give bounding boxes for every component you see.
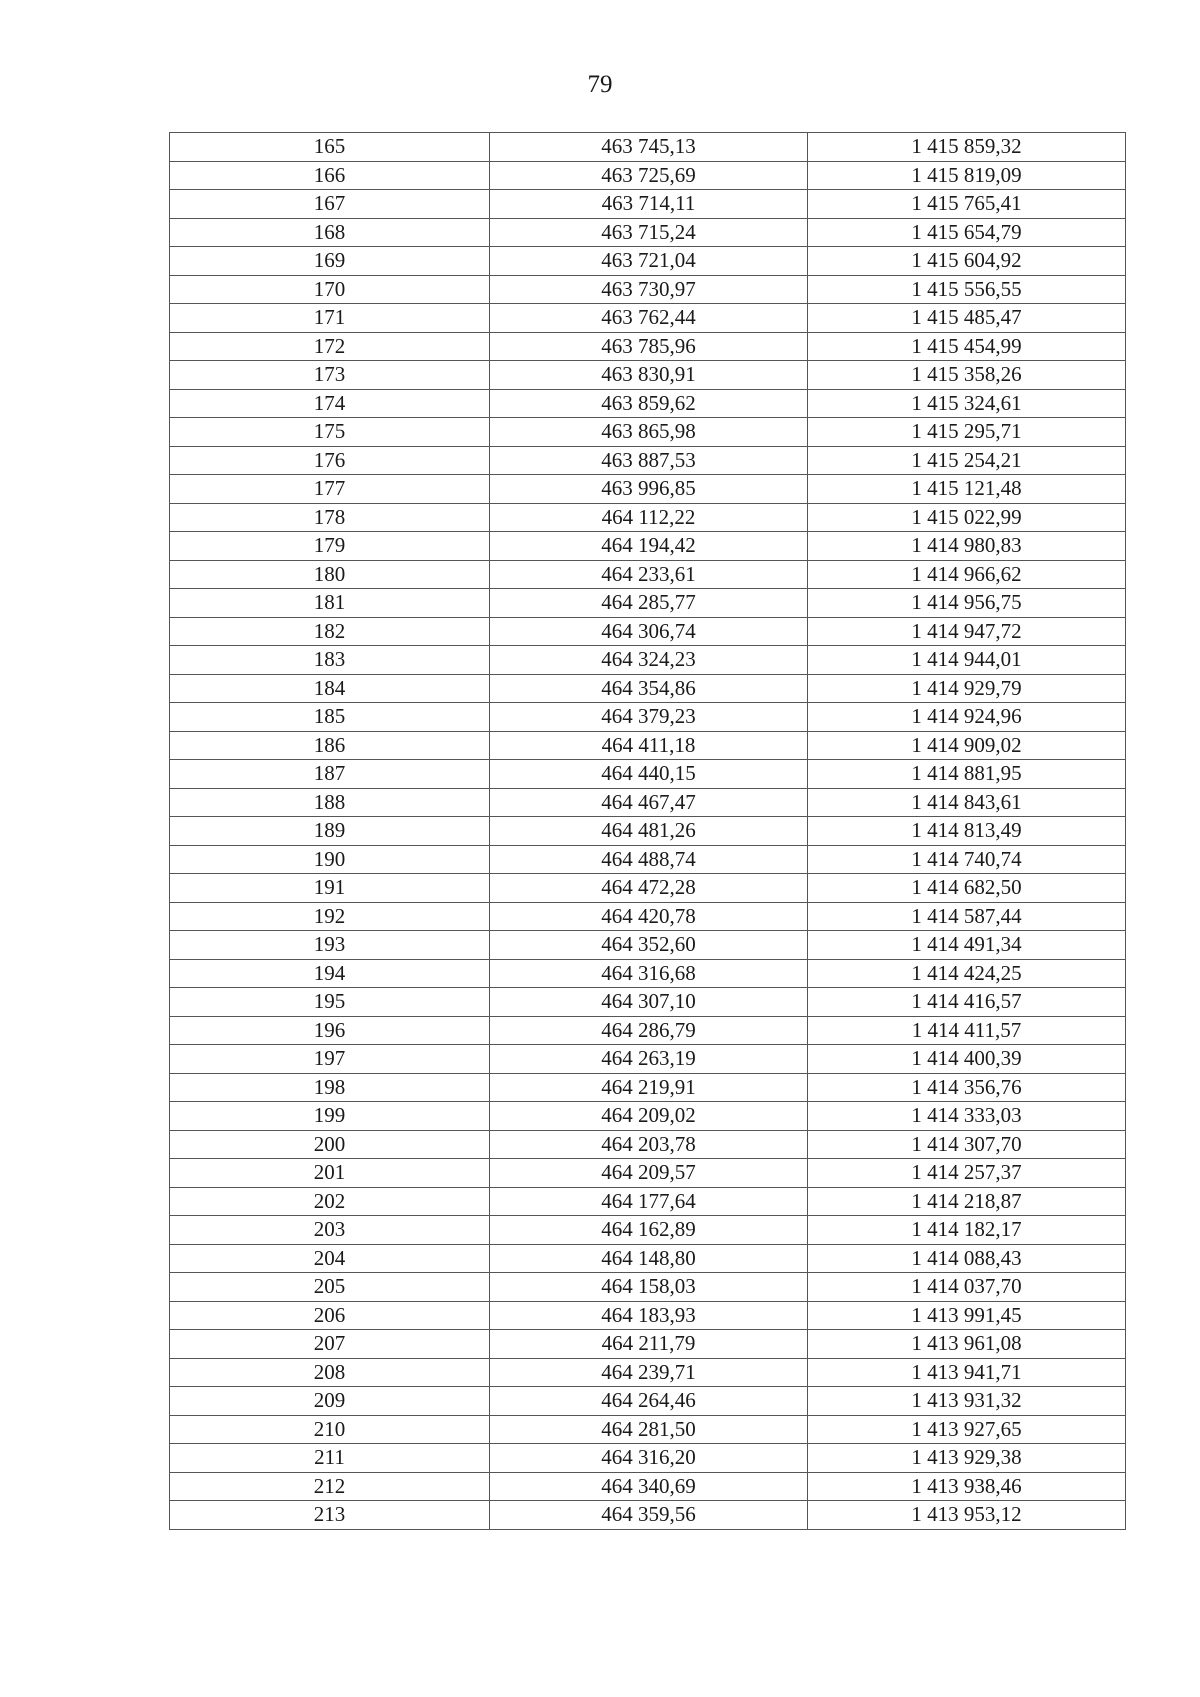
y-coordinate-cell: 1 413 931,32	[808, 1387, 1126, 1416]
point-number-cell: 206	[170, 1301, 490, 1330]
table-row	[170, 731, 1126, 760]
point-number-cell: 202	[170, 1187, 490, 1216]
table-row	[170, 361, 1126, 390]
point-number-cell: 204	[170, 1244, 490, 1273]
x-coordinate-cell: 464 112,22	[490, 503, 808, 532]
y-coordinate-cell: 1 414 813,49	[808, 817, 1126, 846]
table-row	[170, 1016, 1126, 1045]
y-coordinate-cell: 1 414 966,62	[808, 560, 1126, 589]
y-coordinate-cell: 1 413 961,08	[808, 1330, 1126, 1359]
point-number-cell: 196	[170, 1016, 490, 1045]
y-coordinate-cell: 1 414 740,74	[808, 845, 1126, 874]
point-number-cell: 176	[170, 446, 490, 475]
y-coordinate-cell: 1 415 358,26	[808, 361, 1126, 390]
y-coordinate-cell: 1 413 941,71	[808, 1358, 1126, 1387]
x-coordinate-cell: 464 183,93	[490, 1301, 808, 1330]
x-coordinate-cell: 464 211,79	[490, 1330, 808, 1359]
x-coordinate-cell: 463 785,96	[490, 332, 808, 361]
x-coordinate-cell: 464 219,91	[490, 1073, 808, 1102]
y-coordinate-cell: 1 415 022,99	[808, 503, 1126, 532]
y-coordinate-cell: 1 414 947,72	[808, 617, 1126, 646]
point-number-cell: 198	[170, 1073, 490, 1102]
point-number-cell: 186	[170, 731, 490, 760]
point-number-cell: 188	[170, 788, 490, 817]
y-coordinate-cell: 1 414 980,83	[808, 532, 1126, 561]
table-row	[170, 247, 1126, 276]
point-number-cell: 170	[170, 275, 490, 304]
point-number-cell: 181	[170, 589, 490, 618]
y-coordinate-cell: 1 415 765,41	[808, 190, 1126, 219]
point-number-cell: 212	[170, 1472, 490, 1501]
y-coordinate-cell: 1 414 218,87	[808, 1187, 1126, 1216]
x-coordinate-cell: 464 488,74	[490, 845, 808, 874]
table-row	[170, 1130, 1126, 1159]
table-row	[170, 845, 1126, 874]
y-coordinate-cell: 1 414 956,75	[808, 589, 1126, 618]
table-row	[170, 674, 1126, 703]
point-number-cell: 192	[170, 902, 490, 931]
point-number-cell: 205	[170, 1273, 490, 1302]
table-row	[170, 788, 1126, 817]
x-coordinate-cell: 463 730,97	[490, 275, 808, 304]
table-row	[170, 1187, 1126, 1216]
point-number-cell: 183	[170, 646, 490, 675]
x-coordinate-cell: 463 996,85	[490, 475, 808, 504]
y-coordinate-cell: 1 415 485,47	[808, 304, 1126, 333]
y-coordinate-cell: 1 414 416,57	[808, 988, 1126, 1017]
coordinates-table	[169, 132, 1126, 1530]
y-coordinate-cell: 1 415 295,71	[808, 418, 1126, 447]
y-coordinate-cell: 1 414 411,57	[808, 1016, 1126, 1045]
y-coordinate-cell: 1 414 924,96	[808, 703, 1126, 732]
x-coordinate-cell: 464 239,71	[490, 1358, 808, 1387]
point-number-cell: 201	[170, 1159, 490, 1188]
table-row	[170, 1387, 1126, 1416]
y-coordinate-cell: 1 414 356,76	[808, 1073, 1126, 1102]
point-number-cell: 172	[170, 332, 490, 361]
point-number-cell: 189	[170, 817, 490, 846]
y-coordinate-cell: 1 414 587,44	[808, 902, 1126, 931]
y-coordinate-cell: 1 414 929,79	[808, 674, 1126, 703]
point-number-cell: 169	[170, 247, 490, 276]
point-number-cell: 211	[170, 1444, 490, 1473]
y-coordinate-cell: 1 415 819,09	[808, 161, 1126, 190]
point-number-cell: 171	[170, 304, 490, 333]
point-number-cell: 203	[170, 1216, 490, 1245]
x-coordinate-cell: 463 762,44	[490, 304, 808, 333]
y-coordinate-cell: 1 414 333,03	[808, 1102, 1126, 1131]
x-coordinate-cell: 464 467,47	[490, 788, 808, 817]
table-row	[170, 1159, 1126, 1188]
point-number-cell: 173	[170, 361, 490, 390]
x-coordinate-cell: 464 340,69	[490, 1472, 808, 1501]
coordinates-table-body	[170, 133, 1126, 1530]
x-coordinate-cell: 463 715,24	[490, 218, 808, 247]
point-number-cell: 200	[170, 1130, 490, 1159]
point-number-cell: 195	[170, 988, 490, 1017]
y-coordinate-cell: 1 414 682,50	[808, 874, 1126, 903]
table-row	[170, 1045, 1126, 1074]
x-coordinate-cell: 464 359,56	[490, 1501, 808, 1530]
point-number-cell: 166	[170, 161, 490, 190]
y-coordinate-cell: 1 415 254,21	[808, 446, 1126, 475]
point-number-cell: 165	[170, 133, 490, 162]
table-row	[170, 218, 1126, 247]
y-coordinate-cell: 1 415 454,99	[808, 332, 1126, 361]
x-coordinate-cell: 464 411,18	[490, 731, 808, 760]
point-number-cell: 207	[170, 1330, 490, 1359]
table-row	[170, 418, 1126, 447]
y-coordinate-cell: 1 414 307,70	[808, 1130, 1126, 1159]
y-coordinate-cell: 1 415 604,92	[808, 247, 1126, 276]
table-row	[170, 1415, 1126, 1444]
point-number-cell: 184	[170, 674, 490, 703]
point-number-cell: 197	[170, 1045, 490, 1074]
table-row	[170, 133, 1126, 162]
x-coordinate-cell: 463 887,53	[490, 446, 808, 475]
y-coordinate-cell: 1 414 257,37	[808, 1159, 1126, 1188]
table-row	[170, 389, 1126, 418]
table-row	[170, 760, 1126, 789]
x-coordinate-cell: 464 233,61	[490, 560, 808, 589]
x-coordinate-cell: 464 481,26	[490, 817, 808, 846]
point-number-cell: 213	[170, 1501, 490, 1530]
x-coordinate-cell: 464 420,78	[490, 902, 808, 931]
table-row	[170, 1501, 1126, 1530]
table-row	[170, 959, 1126, 988]
table-row	[170, 1244, 1126, 1273]
x-coordinate-cell: 464 203,78	[490, 1130, 808, 1159]
table-row	[170, 703, 1126, 732]
y-coordinate-cell: 1 413 991,45	[808, 1301, 1126, 1330]
x-coordinate-cell: 464 354,86	[490, 674, 808, 703]
table-row	[170, 275, 1126, 304]
x-coordinate-cell: 464 440,15	[490, 760, 808, 789]
table-row	[170, 560, 1126, 589]
point-number-cell: 193	[170, 931, 490, 960]
y-coordinate-cell: 1 414 491,34	[808, 931, 1126, 960]
point-number-cell: 210	[170, 1415, 490, 1444]
x-coordinate-cell: 464 306,74	[490, 617, 808, 646]
point-number-cell: 199	[170, 1102, 490, 1131]
point-number-cell: 167	[170, 190, 490, 219]
x-coordinate-cell: 464 316,20	[490, 1444, 808, 1473]
table-row	[170, 304, 1126, 333]
y-coordinate-cell: 1 414 182,17	[808, 1216, 1126, 1245]
y-coordinate-cell: 1 414 088,43	[808, 1244, 1126, 1273]
page-number: 79	[587, 71, 613, 98]
table-row	[170, 817, 1126, 846]
table-row	[170, 1444, 1126, 1473]
x-coordinate-cell: 464 209,02	[490, 1102, 808, 1131]
table-row	[170, 1073, 1126, 1102]
table-row	[170, 1273, 1126, 1302]
y-coordinate-cell: 1 414 909,02	[808, 731, 1126, 760]
y-coordinate-cell: 1 415 654,79	[808, 218, 1126, 247]
point-number-cell: 182	[170, 617, 490, 646]
table-row	[170, 1301, 1126, 1330]
x-coordinate-cell: 464 158,03	[490, 1273, 808, 1302]
x-coordinate-cell: 464 324,23	[490, 646, 808, 675]
point-number-cell: 180	[170, 560, 490, 589]
y-coordinate-cell: 1 413 953,12	[808, 1501, 1126, 1530]
table-row	[170, 646, 1126, 675]
x-coordinate-cell: 464 286,79	[490, 1016, 808, 1045]
table-row	[170, 190, 1126, 219]
table-row	[170, 332, 1126, 361]
x-coordinate-cell: 464 472,28	[490, 874, 808, 903]
y-coordinate-cell: 1 415 121,48	[808, 475, 1126, 504]
x-coordinate-cell: 464 352,60	[490, 931, 808, 960]
y-coordinate-cell: 1 414 037,70	[808, 1273, 1126, 1302]
table-row	[170, 475, 1126, 504]
x-coordinate-cell: 463 725,69	[490, 161, 808, 190]
point-number-cell: 208	[170, 1358, 490, 1387]
x-coordinate-cell: 464 379,23	[490, 703, 808, 732]
point-number-cell: 175	[170, 418, 490, 447]
y-coordinate-cell: 1 413 927,65	[808, 1415, 1126, 1444]
y-coordinate-cell: 1 415 556,55	[808, 275, 1126, 304]
table-row	[170, 902, 1126, 931]
point-number-cell: 168	[170, 218, 490, 247]
point-number-cell: 179	[170, 532, 490, 561]
point-number-cell: 209	[170, 1387, 490, 1416]
table-row	[170, 532, 1126, 561]
y-coordinate-cell: 1 413 929,38	[808, 1444, 1126, 1473]
x-coordinate-cell: 463 745,13	[490, 133, 808, 162]
x-coordinate-cell: 464 162,89	[490, 1216, 808, 1245]
table-row	[170, 931, 1126, 960]
table-row	[170, 1472, 1126, 1501]
point-number-cell: 194	[170, 959, 490, 988]
y-coordinate-cell: 1 415 859,32	[808, 133, 1126, 162]
table-row	[170, 1330, 1126, 1359]
table-row	[170, 1216, 1126, 1245]
table-row	[170, 161, 1126, 190]
point-number-cell: 177	[170, 475, 490, 504]
x-coordinate-cell: 464 209,57	[490, 1159, 808, 1188]
point-number-cell: 185	[170, 703, 490, 732]
y-coordinate-cell: 1 413 938,46	[808, 1472, 1126, 1501]
y-coordinate-cell: 1 414 881,95	[808, 760, 1126, 789]
point-number-cell: 187	[170, 760, 490, 789]
y-coordinate-cell: 1 414 944,01	[808, 646, 1126, 675]
x-coordinate-cell: 464 263,19	[490, 1045, 808, 1074]
table-row	[170, 446, 1126, 475]
table-row	[170, 503, 1126, 532]
x-coordinate-cell: 464 285,77	[490, 589, 808, 618]
x-coordinate-cell: 464 281,50	[490, 1415, 808, 1444]
table-row	[170, 874, 1126, 903]
x-coordinate-cell: 464 177,64	[490, 1187, 808, 1216]
y-coordinate-cell: 1 415 324,61	[808, 389, 1126, 418]
x-coordinate-cell: 464 307,10	[490, 988, 808, 1017]
point-number-cell: 174	[170, 389, 490, 418]
y-coordinate-cell: 1 414 843,61	[808, 788, 1126, 817]
y-coordinate-cell: 1 414 424,25	[808, 959, 1126, 988]
point-number-cell: 178	[170, 503, 490, 532]
table-row	[170, 988, 1126, 1017]
x-coordinate-cell: 463 865,98	[490, 418, 808, 447]
x-coordinate-cell: 464 316,68	[490, 959, 808, 988]
x-coordinate-cell: 464 148,80	[490, 1244, 808, 1273]
table-row	[170, 1102, 1126, 1131]
table-row	[170, 589, 1126, 618]
x-coordinate-cell: 464 264,46	[490, 1387, 808, 1416]
x-coordinate-cell: 463 859,62	[490, 389, 808, 418]
y-coordinate-cell: 1 414 400,39	[808, 1045, 1126, 1074]
table-row	[170, 617, 1126, 646]
point-number-cell: 190	[170, 845, 490, 874]
x-coordinate-cell: 463 714,11	[490, 190, 808, 219]
x-coordinate-cell: 463 721,04	[490, 247, 808, 276]
x-coordinate-cell: 463 830,91	[490, 361, 808, 390]
x-coordinate-cell: 464 194,42	[490, 532, 808, 561]
table-row	[170, 1358, 1126, 1387]
point-number-cell: 191	[170, 874, 490, 903]
